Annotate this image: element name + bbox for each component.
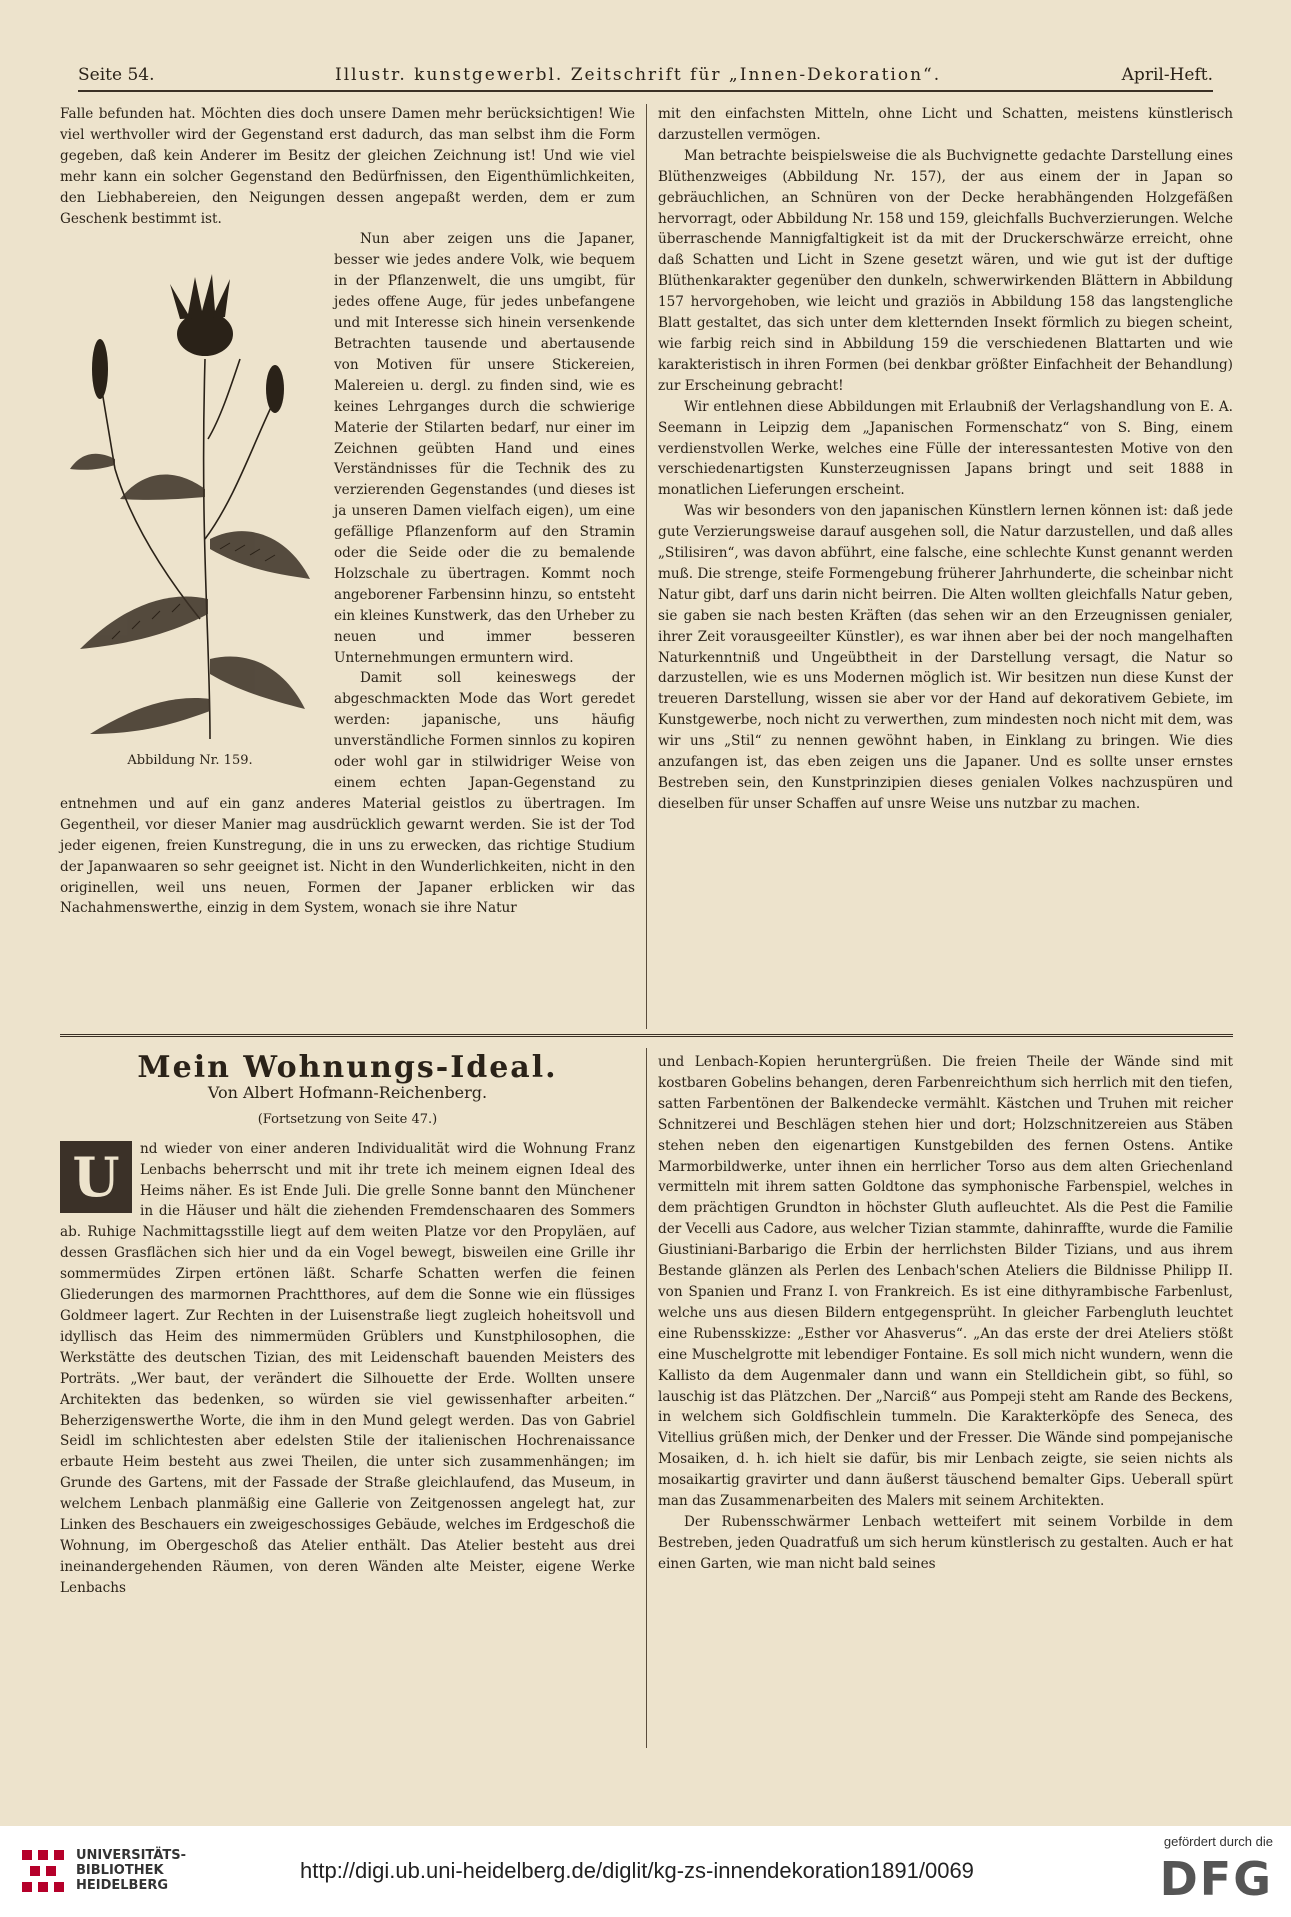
- lower-right-column: [658, 1052, 1233, 1575]
- article-author: Von Albert Hofmann-Reichenberg.: [207, 1082, 488, 1102]
- drop-cap: U: [60, 1141, 132, 1213]
- viewer-footer: [0, 1826, 1291, 1917]
- article-title: Mein Wohnungs-Ideal.: [137, 1050, 558, 1085]
- library-name: [76, 1848, 186, 1893]
- library-name-line: BIBLIOTHEK: [76, 1863, 164, 1878]
- university-library-logo-icon: [18, 1846, 68, 1896]
- column-divider-top: [646, 104, 647, 1029]
- paragraph: Wir entlehnen diese Abbildungen mit Erlaubniß der Verlagshandlung von E. A. Seemann in Leipzig dem „Japanischen Formenschatz“ von S. Bing, einem verdienstvollen Werke, welches eine Fülle der interessantesten Motive von den verschiedenartigsten Kunsterzeugnissen Japans bringt und seit 1888 in monatlichen Lieferungen erscheint.: [658, 398, 1233, 499]
- library-name-line: HEIDELBERG: [76, 1878, 169, 1893]
- paragraph: Der Rubensschwärmer Lenbach wetteifert mit seinem Vorbilde in dem Bestreben, jeden Quadratfuß um sich herum künstlerisch zu gestalten. Auch er hat einen Garten, wie man nicht bald seines: [658, 1513, 1233, 1572]
- lower-left-column: [60, 1052, 635, 1599]
- upper-left-column: [60, 104, 635, 919]
- paragraph: und Lenbach-Kopien heruntergrüßen. Die freien Theile der Wände sind mit kostbaren Gobelins behangen, deren Farbenreichthum sich herrlich mit den tiefen, satten Farbentönen der Balkendecke vermählt. Kästchen und Truhen mit reicher Schnitzerei und Beschlägen stehen hier und dort; Holzschnitzereien aus Stäben stehen neben den eigenartigen Kunstgebilden des fernen Ostens. Antike Marmorbildwerke, unter ihnen ein herrlicher Torso aus dem alten Griechenland vermitteln mit ihrem satten Goldtone das symphonische Farbenspiel, welches in dem prächtigen Grundton in höchster Gluth aufleuchtet. Als die Pest die Familie der Vecelli aus Cadore, aus welcher Tizian stammte, dahinraffte, wurde die Familie Giustiniani-Barbarigo die Erbin der herrlichsten Bilder Tizians, und aus ihrem Bestande glänzen als Perlen des Lenbach'schen Ateliers die Bildnisse Philipp II. von Spanien und Franz I. von Frankreich. Es ist eine dithyrambische Farbenlust, welche uns aus diesen Bildern entgegensprüht. In gleicher Farbengluth leuchtet eine Rubensskizze: „Esther vor Ahasverus“. „An das erste der drei Ateliers stößt eine Muschelgrotte mit lebendiger Fontaine. Es soll mich nicht wundern, wenn die Kallisto da dem Augenmaler dann und wann ein Stelldichein gibt, so fühl, so lauschig ist das Plätzchen. Der „Narciß“ aus Pompeji steht am Rande des Beckens, in welchem sich Goldfischlein tummeln. Die Karakterköpfe des Seneca, des Vitellius grüßen mich, der Denker und der Fresser. Die Wände sind pompejanische Mosaiken, d. h. ich hielt sie dafür, bis mir Lenbach zeigte, sie seien nichts als mosaikartig gravirter und dann äußerst täuschend bemalter Gips. Ueberall spürt man das Zusammenarbeiten des Malers mit seinem Architekten.: [658, 1054, 1233, 1510]
- paragraph: Man betrachte beispielsweise die als Buchvignette gedachte Darstellung eines Blüthenzweiges (Abbildung Nr. 157), der aus einem der in Japan so gebräuchlichen, an Schnüren von der Decke herabhängenden Holzgefäßen hervorragt, oder Abbildung Nr. 158 und 159, gleichfalls Buchverzierungen. Welche überraschende Mannigfaltigkeit ist da mit der Druckerschwärze erreicht, ohne daß Schatten und Licht in Szene gesetzt wären, und wie gut ist der duftige Blüthenkarakter gegenüber den dunkeln, schwerwirkenden Blättern in Abbildung 157 hervorgehoben, wie leicht und graziös in Abbildung 158 das langstengliche Blatt gestaltet, das sich unter dem kletternden Insekt förmlich zu biegen scheint, wie farbig reich sind in Abbildung 159 die verschiedenen Blattarten und wie karakteristisch in ihren Formen (bei denkbar größter Einfachheit der Behandlung) zur Erscheinung gebracht!: [658, 147, 1233, 394]
- permalink-url[interactable]: http://digi.ub.uni-heidelberg.de/diglit/kg-zs-innendekoration1891/0069: [300, 1858, 974, 1883]
- figure-159: [60, 239, 320, 779]
- library-name-line: UNIVERSITÄTS-: [76, 1848, 186, 1863]
- dfg-logo: DFG: [1159, 1852, 1273, 1906]
- paragraph: mit den einfachsten Mitteln, ohne Licht und Schatten, meistens künstlerisch darzustellen vermögen.: [658, 106, 1233, 143]
- funding-note: gefördert durch die: [1163, 1834, 1273, 1849]
- paragraph: Damit soll keineswegs der abgeschmackten Mode das Wort geredet werden: japanische, uns häufig unverständliche Formen sinnlos zu kopiren oder wohl gar in stilwidriger Weise von einem echten Japan-Gegenstand zu entnehmen und auf ein ganz anderes Material geistlos zu übertragen. Im Gegentheil, vor dieser Manier mag ausdrücklich gewarnt werden. Sie ist der Tod jeder eigenen, freien Kunstregung, die in uns zu erwecken, das richtige Studium der Japanwaaren so sehr geeignet ist. Nicht in den Wunderlichkeiten, nicht in den originellen, weil uns neuen, Formen der Japaner erblicken wir das Nachahmenswerthe, einzig in dem System, wonach sie ihre Natur: [60, 670, 635, 917]
- paragraph: Nun aber zeigen uns die Japaner, besser wie jedes andere Volk, wie bequem in der Pflanzenwelt, die uns umgibt, für jedes offene Auge, für jedes unbefangene und mit Interesse sich hinein versenkende Betrachten tausende und abertausende von Motiven für unsere Stickereien, Malereien u. dergl. zu finden sind, wie es keines Lehrganges durch die schwierige Materie der Stilarten bedarf, nur einer im Zeichnen geübten Hand und eines Verständnisses für die Technik des zu verzierenden Gegenstandes (und dieses ist ja unseren Damen vielfach eigen), um eine gefällige Pflanzenform auf den Stramin oder die Seide oder die zu bemalende Holzschale zu übertragen. Kommt noch angeborener Farbensinn hinzu, so entsteht ein kleines Kunstwerk, das den Urheber zu neuen und immer besseren Unternehmungen ermuntern wird.: [334, 231, 635, 666]
- upper-right-column: [658, 104, 1233, 815]
- thistle-illustration: [60, 239, 320, 749]
- paragraph: nd wieder von einer anderen Individualität wird die Wohnung Franz Lenbachs beherrscht und mit ihr trete ich meinem eignen Ideal des Heims näher. Es ist Ende Juli. Die grelle Sonne bannt den Münchener in die Häuser und hält die ziehenden Fremdenschaaren des Sommers ab. Ruhige Nachmittagsstille liegt auf dem weiten Platze vor den Propyläen, auf dessen Grasflächen sich hier und da ein Vogel bewegt, bisweilen eine Grille ihr sommermüdes Zirpen ertönen läßt. Scharfe Schatten werfen die feinen Gliederungen des marmornen Prachtthores, auf dem die Sonne wie ein flüssiges Goldmeer lagert. Zur Rechten in der Luisenstraße liegt zugleich hoheitsvoll und idyllisch das Heim des nimmermüden Grüblers und Kunstphilosophen, die Werkstätte des deutschen Tizian, des mit Leidenschaft bauenden Meisters des Porträts. „Wer baut, der verändert die Silhouette der Erde. Wollten unsere Architekten das bedenken, so würden sie viel gewissenhafter arbeiten.“ Beherzigenswerthe Worte, die ihm in den Mund gelegt werden. Das von Gabriel Seidl im schlichtesten aber edelsten Stile der italienischen Hochrenaissance erbaute Heim besteht aus zwei Theilen, die unter sich zusammenhängen; im Grunde des Gartens, mit der Fassade der Straße gleichlaufend, das Museum, in welchem Lenbach planmäßig eine Gallerie von Zeitgenossen angelegt hat, zur Linken des Beschauers ein zweigeschossiges Gebäude, welches im Erdgeschoß die Wohnung, im Obergeschoß das Atelier enthält. Das Atelier besteht aus drei ineinandergehenden Räumen, von deren Wänden alte Meister, eigene Werke Lenbachs: [60, 1140, 635, 1596]
- page-number: Seite 54.: [78, 65, 155, 85]
- continuation-note: (Fortsetzung von Seite 47.): [257, 1111, 438, 1127]
- column-divider-bottom: [646, 1048, 647, 1748]
- journal-title: Illustr. kunstgewerbl. Zeitschrift für „Innen-Dekoration“.: [335, 65, 942, 85]
- paragraph: Was wir besonders von den japanischen Künstlern lernen können ist: daß jede gute Verzierungsweise darauf ausgehen soll, die Natur darzustellen, und daß alles „Stilisiren“, was davon abführt, eine falsche, eine schlechte Kunst genannt werden muß. Die strenge, steife Formengebung früherer Jahrhunderte, die scheinbar nicht Natur gibt, darf uns darin nicht beirren. Die Alten wollten gleichfalls Natur geben, sie gaben sie nach besten Kräften (das sehen wir an den Erzeugnissen genialer, ihrer Zeit vorausgeeilter Künstler), es war ihnen aber bei der noch mangelhaften Naturkenntniß und Ungeübtheit in der Darstellung versagt, die Natur so darzustellen, wie es uns Modernen möglich ist. Wir besitzen nun diese Kunst der treueren Darstellung, wissen sie aber vor der Hand auf dekorativem Gebiete, im Kunstgewerbe, noch nicht zu verwerthen, zum mindesten noch nicht mit dem, was wir uns „Stil“ zu nennen gewöhnt haben, in Einklang zu bringen. Wie dies anzufangen ist, das eben zeigen uns die Japaner. Und es sollte unser ernstes Bestreben sein, den Kunstprinzipien dieses genialen Volkes nachzuspüren und dieselben für unser Schaffen auf unsre Weise uns nutzbar zu machen.: [658, 503, 1233, 812]
- section-divider: [60, 1034, 1233, 1037]
- paragraph: Falle befunden hat. Möchten dies doch unsere Damen mehr berücksichtigen! Wie viel werthvoller wird der Gegenstand erst dadurch, das man selbst ihm die Form gegeben, daß kein Anderer im Besitz der gleichen Zeichnung ist! Und wie viel mehr kann ein solcher Gegenstand den Bedürfnissen, den Eigenthümlichkeiten, den Liebhabereien, den Neigungen dessen angepaßt werden, dem er zum Geschenk bestimmt ist.: [60, 106, 635, 227]
- figure-caption: Abbildung Nr. 159.: [127, 752, 253, 768]
- issue-label: April-Heft.: [1121, 65, 1213, 85]
- running-header: [78, 60, 1213, 92]
